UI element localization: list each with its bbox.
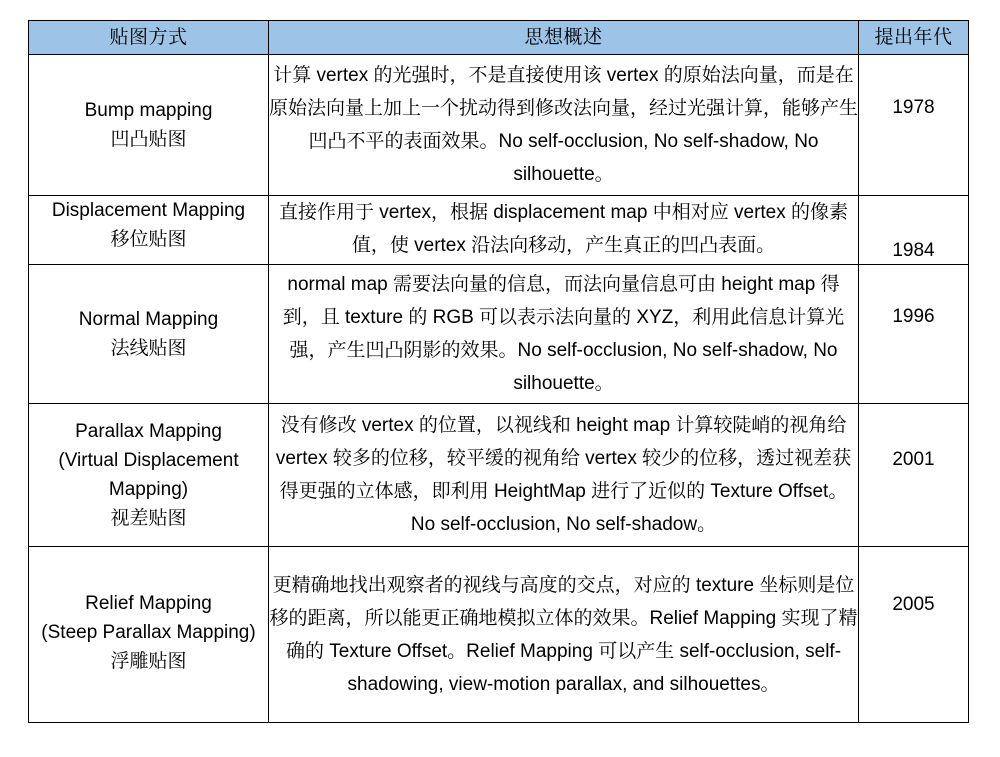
cell-year: 1978 — [859, 55, 969, 196]
method-name-en: Bump mapping — [84, 100, 213, 121]
cell-description — [269, 547, 859, 723]
method-name-zh: 视差贴图 — [110, 508, 187, 529]
method-name-zh: 法线贴图 — [110, 338, 187, 359]
texture-mapping-comparison-table — [28, 20, 969, 723]
table-row — [29, 404, 969, 547]
header-row — [29, 21, 969, 55]
table-header — [29, 21, 969, 55]
method-name-alias: (Steep Parallax Mapping) — [41, 622, 256, 643]
cell-description — [269, 404, 859, 547]
method-name-zh: 浮雕贴图 — [110, 651, 187, 672]
cell-method — [29, 265, 269, 404]
description-text: normal map 需要法向量的信息，而法向量信息可由 height map 得到，且 texture 的 RGB 可以表示法向量的 XYZ，利用此信息计算光强，产生凹凸阴影的效果。No self-occlusion, No self-shadow, No silhouette。 — [282, 274, 845, 394]
cell-description — [269, 196, 859, 265]
method-name-zh: 移位贴图 — [110, 229, 187, 250]
table-row — [29, 196, 969, 265]
column-header-year: 提出年代 — [859, 21, 969, 55]
cell-year: 2001 — [859, 404, 969, 547]
cell-description — [269, 55, 859, 196]
description-text: 直接作用于 vertex，根据 displacement map 中相对应 vertex 的像素值，使 vertex 沿法向移动，产生真正的凹凸表面。 — [278, 202, 849, 256]
table-row — [29, 55, 969, 196]
description-text: 更精确地找出观察者的视线与高度的交点，对应的 texture 坐标则是位移的距离，所以能更正确地模拟立体的效果。Relief Mapping 实现了精确的 Texture Offset。Relief Mapping 可以产生 self-occlusion, self-shadowing, view-motion parallax, and silhouettes。 — [269, 574, 858, 695]
cell-method — [29, 196, 269, 265]
table-row — [29, 265, 969, 404]
table-body — [29, 55, 969, 723]
method-name-en: Normal Mapping — [78, 309, 219, 330]
table-row — [29, 547, 969, 723]
method-name-en: Displacement Mapping — [51, 200, 246, 221]
cell-year: 1984 — [859, 196, 969, 265]
cell-method — [29, 55, 269, 196]
cell-year: 1996 — [859, 265, 969, 404]
cell-description — [269, 265, 859, 404]
method-name-zh: 凹凸贴图 — [110, 129, 187, 150]
method-name-alias: (Virtual Displacement Mapping) — [58, 450, 239, 500]
description-text: 没有修改 vertex 的位置，以视线和 height map 计算较陡峭的视角给 vertex 较多的位移，较平缓的视角给 vertex 较少的位移，透过视差获得更强的立体感，即利用 HeightMap 进行了近似的 Texture Offset。No self-occlusion, No self-shadow。 — [275, 415, 852, 535]
cell-method — [29, 547, 269, 723]
column-header-method: 贴图方式 — [29, 21, 269, 55]
description-text: 计算 vertex 的光强时，不是直接使用该 vertex 的原始法向量，而是在原始法向量上加上一个扰动得到修改法向量，经过光强计算，能够产生凹凸不平的表面效果。No self-occlusion, No self-shadow, No silhouette。 — [269, 65, 859, 185]
cell-method — [29, 404, 269, 547]
method-name-en: Relief Mapping — [85, 593, 212, 614]
cell-year: 2005 — [859, 547, 969, 723]
method-name-en: Parallax Mapping — [75, 421, 222, 442]
column-header-description: 思想概述 — [269, 21, 859, 55]
